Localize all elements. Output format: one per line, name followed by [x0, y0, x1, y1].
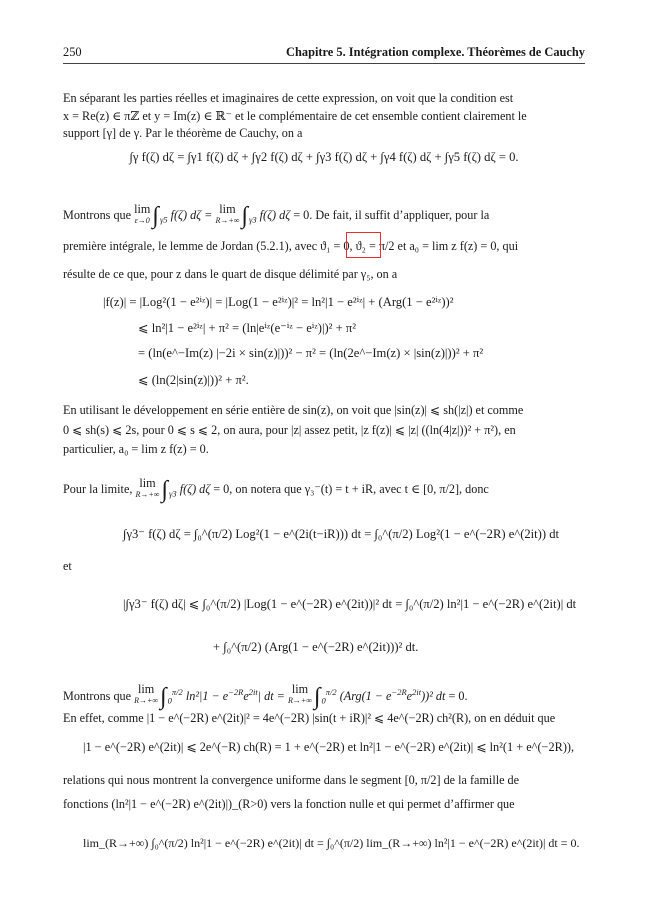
limit-expression: lim R→+∞ $\int_{\gamma 3}$ f(ζ) dζ: [135, 476, 211, 503]
equation-text: + ∫₀^(π/2) (Arg(1 − e^(−2R) e^(2it)))² dt.: [213, 640, 419, 654]
equation-text: ⩽ (ln(2|sin(z)|))² + π².: [138, 373, 249, 387]
text-line: 0 ⩽ sh(s) ⩽ 2s, pour 0 ⩽ s ⩽ 2, on aura, pour |z| assez petit, |z f(z)| ⩽ |z| ((ln(4|z|))² + π²), en: [63, 422, 516, 437]
text-span: = 0, on notera que γ₃⁻(t) = t + iR, avec t ∈ [0, π/2], donc: [213, 482, 489, 496]
equation-limit-exchange: [83, 836, 580, 851]
equation-text: lim_(R→+∞) ∫₀^(π/2) ln²|1 − e^(−2R) e^(2it)| dt = ∫₀^(π/2) lim_(R→+∞) ln²|1 − e^(−2R) e^(2it)| dt = 0.: [83, 836, 580, 850]
equation-bound-line-1: [103, 294, 454, 310]
equation-bound-line-3: [138, 346, 483, 361]
equation-bound-line-4: [138, 372, 249, 388]
text-span: Pour la limite,: [63, 482, 133, 496]
text-span: ), avec ϑ₁ = 0, ϑ₂ = π/2 et a₀ = lim z f(z) = 0, qui: [284, 239, 519, 253]
paragraph-quart-disque: [63, 266, 585, 284]
limit-expression: lim R→+∞ $\int_0^{\pi/2}$ $\ln^2|1 - e^{-2R}e^{2it}|$ dt = lim R→+∞ $\int_0^{\pi/2}$ $(Arg(1 - e^{-2R}e^{2it}))^2$ dt: [134, 682, 446, 711]
text-line: En utilisant le développement en série entière de sin(z), on voit que |sin(z)| ⩽ sh(|z|) et comme: [63, 403, 524, 417]
equation-text: |f(z)| = |Log²(1 − e²ⁱᶻ)| = |Log(1 − e²ⁱᶻ)|² = ln²|1 − e²ⁱᶻ| + (Arg(1 − e²ⁱᶻ))²: [103, 295, 454, 309]
paragraph-serie-entiere: [63, 402, 585, 459]
text-span: = 0.: [448, 689, 468, 704]
text-line: support [γ] de γ. Par le théorème de Cauchy, on a: [63, 126, 303, 140]
equation-text: |1 − e^(−2R) e^(2it)| ⩽ 2e^(−R) ch(R) = 1 + e^(−2R) et ln²|1 − e^(−2R) e^(2it)| ⩽ ln²(1 + e^(−2R)),: [83, 740, 575, 754]
equation-modulus-bound-2: [213, 640, 418, 655]
chapter-title: Chapitre 5. Intégration complexe. Théorèmes de Cauchy: [286, 45, 585, 59]
reference-5-2-1-link[interactable]: 5.2.1: [260, 239, 285, 253]
equation-text: ∫γ3⁻ f(ζ) dζ = ∫₀^(π/2) Log²(1 − e^(2i(t−iR))) dt = ∫₀^(π/2) Log²(1 − e^(−2R) e^(2it)) dt: [123, 527, 560, 541]
paragraph-convergence: [63, 772, 585, 813]
text-line: En séparant les parties réelles et imaginaires de cette expression, on voit que la condition est: [63, 91, 514, 105]
paragraph-pour-la-limite: [63, 478, 585, 503]
paragraph-en-effet: [63, 710, 585, 728]
page-number: 250: [63, 45, 82, 59]
text-span: Montrons que: [63, 208, 132, 222]
paragraph-montrons-1: [63, 204, 585, 229]
equation-text: = (ln(e^−Im(z) |−2i × sin(z)|))² − π² = (ln(2e^−Im(z) × |sin(z)|))² + π²: [138, 346, 484, 360]
equation-uniform-bound: [83, 740, 575, 755]
header-rule: [63, 63, 585, 64]
page: [63, 0, 585, 917]
text-line: En effet, comme |1 − e^(−2R) e^(2it)|² = 4e^(−2R) |sin(t + iR)|² ⩽ 4e^(−2R) ch²(R), on en déduit que: [63, 711, 556, 725]
equation-modulus-bound-1: [123, 596, 576, 612]
equation-text: ⩽ ln²|1 − e²ⁱᶻ| + π² = (ln|eⁱᶻ(e⁻ⁱᶻ − eⁱᶻ)|)² + π²: [138, 321, 356, 335]
equation-cauchy-sum: [83, 150, 565, 165]
text-line: x = Re(z) ∈ πℤ et y = Im(z) ∈ ℝ⁻ et le complémentaire de cet ensemble contient clairement le: [63, 108, 527, 123]
paragraph-montrons-2: [63, 684, 585, 710]
limit-expression: lim ε→0 $\int_{\gamma 5}$ f(ζ) dζ = lim R→+∞ $\int_{\gamma 3}$ f(ζ) dζ: [134, 202, 294, 229]
equation-text: ∫γ f(ζ) dζ = ∫γ1 f(ζ) dζ + ∫γ2 f(ζ) dζ + ∫γ3 f(ζ) dζ + ∫γ4 f(ζ) dζ + ∫γ5 f(ζ) dζ = 0.: [129, 150, 519, 164]
page-header: [63, 45, 585, 63]
text-span: = 0. De fait, il suffit d’appliquer, pour la: [293, 208, 490, 222]
text-span: résulte de ce que, pour z dans le quart de disque délimité par γ₅, on a: [63, 267, 398, 281]
paragraph-intro: [63, 90, 585, 143]
text-line: relations qui nous montrent la convergence uniforme dans le segment [0, π/2] de la famille de: [63, 773, 520, 787]
text-line: fonctions (ln²|1 − e^(−2R) e^(2it)|)_(R>0) vers la fonction nulle et qui permet d’affirmer que: [63, 796, 515, 811]
text-span: Montrons que: [63, 689, 132, 704]
equation-parametrization: [123, 526, 559, 542]
equation-bound-line-2: [138, 320, 356, 336]
equation-text: |∫γ3⁻ f(ζ) dζ| ⩽ ∫₀^(π/2) |Log(1 − e^(−2R) e^(2it))|² dt = ∫₀^(π/2) ln²|1 − e^(−2R) e^(2it)| dt: [123, 597, 577, 611]
word-et: [63, 558, 585, 576]
text-line: particulier, a₀ = lim z f(z) = 0.: [63, 442, 209, 456]
text-span: première intégrale, le lemme de Jordan (: [63, 239, 261, 253]
text-span: et: [63, 559, 72, 573]
paragraph-jordan: [63, 238, 585, 256]
